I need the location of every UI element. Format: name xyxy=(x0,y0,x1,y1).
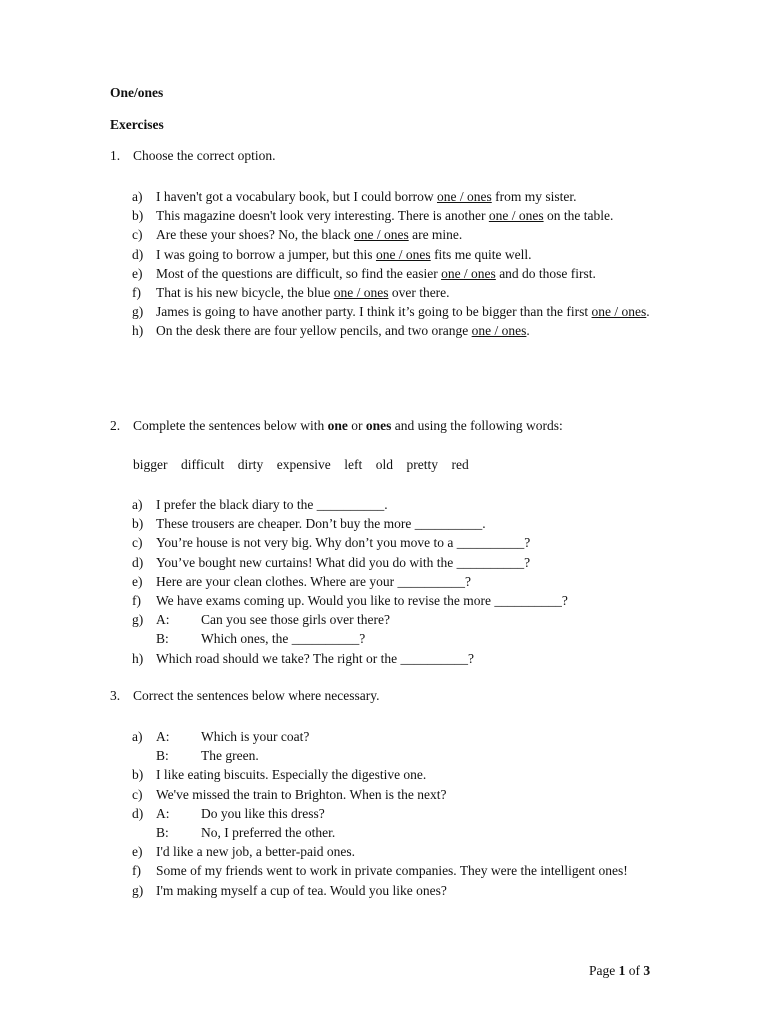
item-text: On the desk there are four yellow pencils, and two orange one / ones. xyxy=(156,323,530,339)
choice-option: one / ones xyxy=(441,265,496,281)
list-item xyxy=(132,785,672,804)
item-letter: d) xyxy=(132,246,144,262)
item-text: You’ve bought new curtains! What did you do with the __________? xyxy=(156,554,531,570)
item-text: Which road should we take? The right or the __________? xyxy=(156,650,475,666)
page-number xyxy=(589,963,650,979)
choice-option: one / ones xyxy=(353,227,409,243)
list-item xyxy=(132,765,672,784)
speaker-label: B: xyxy=(156,631,169,647)
item-letter: h) xyxy=(132,323,144,339)
choice-option: one / ones xyxy=(436,189,492,204)
list-item xyxy=(132,861,672,880)
item-letter: g) xyxy=(132,882,144,898)
instruction-bold: ones xyxy=(365,418,392,433)
page-label: Page xyxy=(589,963,619,978)
word-bank-word: expensive xyxy=(276,457,331,472)
dialogue-line xyxy=(156,629,672,648)
list-item xyxy=(132,553,672,572)
page-title: One/ones xyxy=(110,85,164,100)
item-letter: c) xyxy=(132,786,143,802)
word-bank-word: difficult xyxy=(181,457,225,472)
instruction-bold: one xyxy=(327,418,348,433)
list-item xyxy=(132,225,672,244)
item-text: You’re house is not very big. Why don’t you move to a __________? xyxy=(156,535,531,551)
speaker-label: A: xyxy=(156,729,170,744)
speaker-label: B: xyxy=(156,825,169,841)
word-bank-word: red xyxy=(451,457,469,472)
instruction-text: Complete the sentences below with xyxy=(133,418,328,433)
speaker-label: B: xyxy=(156,748,169,764)
list-item-dialogue xyxy=(132,727,672,765)
list-item xyxy=(132,495,672,514)
item-text: These trousers are cheaper. Don’t buy the more __________. xyxy=(156,516,486,532)
total-pages: 3 xyxy=(643,963,651,978)
exercise-number: 2. xyxy=(110,418,121,433)
choice-option: one / ones xyxy=(333,285,389,301)
item-text: I haven't got a vocabulary book, but I could borrow one / ones from my sister. xyxy=(156,189,577,204)
item-letter: c) xyxy=(132,535,143,551)
list-item xyxy=(132,245,672,264)
item-letter: b) xyxy=(132,208,144,224)
list-item xyxy=(132,881,672,900)
list-item xyxy=(132,187,672,206)
item-text: We've missed the train to Brighton. When is the next? xyxy=(156,786,447,802)
item-text: I like eating biscuits. Especially the digestive one. xyxy=(156,767,427,783)
item-text: Most of the questions are difficult, so find the easier one / ones and do those first. xyxy=(156,265,596,281)
list-item xyxy=(132,206,672,225)
instruction-text: or xyxy=(347,418,366,433)
item-text: Some of my friends went to work in private companies. They were the intelligent ones! xyxy=(156,863,628,879)
item-letter: b) xyxy=(132,767,144,783)
list-item xyxy=(132,572,672,591)
exercise-number: 3. xyxy=(110,688,121,703)
dialogue-line xyxy=(156,823,672,842)
dialogue-line xyxy=(156,610,672,629)
item-text: This magazine doesn't look very interesting. There is another one / ones on the table. xyxy=(156,208,614,224)
item-letter: e) xyxy=(132,265,143,281)
item-text: That is his new bicycle, the blue one / ones over there. xyxy=(156,285,450,301)
of-label: of xyxy=(625,963,644,978)
dialogue-text: No, I preferred the other. xyxy=(201,825,336,841)
exercise-3-list xyxy=(132,727,672,900)
item-letter: e) xyxy=(132,573,143,589)
exercise-instruction: Choose the correct option. xyxy=(133,148,276,163)
item-text: I'm making myself a cup of tea. Would you like ones? xyxy=(156,882,447,898)
list-item xyxy=(132,302,672,321)
section-subtitle: Exercises xyxy=(110,117,164,132)
dialogue-text: Which is your coat? xyxy=(201,729,310,744)
item-letter: c) xyxy=(132,227,143,243)
word-bank-word: left xyxy=(344,457,363,472)
choice-option: one / ones xyxy=(591,304,647,320)
item-text: James is going to have another party. I think it’s going to be bigger than the first one / ones. xyxy=(156,304,650,320)
list-item xyxy=(132,842,672,861)
item-text: We have exams coming up. Would you like to revise the more __________? xyxy=(156,593,568,609)
item-letter: b) xyxy=(132,516,144,532)
list-item xyxy=(132,321,672,340)
exercise-2-list xyxy=(132,495,672,668)
dialogue-text: Can you see those girls over there? xyxy=(201,612,390,628)
instruction-text: and using the following words: xyxy=(391,418,563,433)
exercise-number: 1. xyxy=(110,148,121,163)
dialogue-text: The green. xyxy=(201,748,259,764)
exercise-instruction: Correct the sentences below where necessary. xyxy=(133,688,380,703)
list-item-dialogue xyxy=(132,804,672,842)
item-letter: d) xyxy=(132,554,144,570)
item-letter: f) xyxy=(132,285,141,301)
item-letter: f) xyxy=(132,593,141,609)
list-item xyxy=(132,283,672,302)
word-bank-word: pretty xyxy=(406,457,438,472)
speaker-label: A: xyxy=(156,805,170,821)
dialogue xyxy=(156,804,672,842)
list-item xyxy=(132,649,672,668)
choice-option: one / ones xyxy=(375,246,431,262)
exercise-2-heading xyxy=(110,418,563,434)
dialogue xyxy=(156,610,672,648)
item-letter: a) xyxy=(132,189,143,204)
item-letter: a) xyxy=(132,729,143,744)
dialogue xyxy=(156,727,672,765)
dialogue-text: Which ones, the __________? xyxy=(201,631,366,647)
item-letter: d) xyxy=(132,805,144,821)
exercise-3-heading xyxy=(110,688,380,704)
word-bank-word: bigger xyxy=(133,457,168,472)
exercise-1-list xyxy=(132,187,672,341)
current-page: 1 xyxy=(618,963,626,978)
speaker-label: A: xyxy=(156,612,170,628)
item-text: Are these your shoes? No, the black one / ones are mine. xyxy=(156,227,463,243)
choice-option: one / ones xyxy=(488,208,544,224)
choice-option: one / ones xyxy=(471,323,527,339)
item-letter: g) xyxy=(132,612,144,628)
word-bank-word: old xyxy=(375,457,393,472)
dialogue-line xyxy=(156,727,672,746)
item-letter: e) xyxy=(132,844,143,860)
list-item xyxy=(132,514,672,533)
list-item xyxy=(132,264,672,283)
item-text: I prefer the black diary to the __________. xyxy=(156,497,388,512)
exercise-1-heading xyxy=(110,148,275,164)
dialogue-line xyxy=(156,746,672,765)
list-item-dialogue xyxy=(132,610,672,648)
item-letter: a) xyxy=(132,497,143,512)
item-letter: g) xyxy=(132,304,144,320)
list-item xyxy=(132,533,672,552)
word-bank-word: dirty xyxy=(237,457,264,472)
item-text: Here are your clean clothes. Where are your __________? xyxy=(156,573,471,589)
dialogue-text: Do you like this dress? xyxy=(201,805,325,821)
list-item xyxy=(132,591,672,610)
item-letter: f) xyxy=(132,863,141,879)
item-letter: h) xyxy=(132,650,144,666)
item-text: I'd like a new job, a better-paid ones. xyxy=(156,844,355,860)
dialogue-line xyxy=(156,804,672,823)
word-bank xyxy=(133,457,482,473)
item-text: I was going to borrow a jumper, but this one / ones fits me quite well. xyxy=(156,246,532,262)
